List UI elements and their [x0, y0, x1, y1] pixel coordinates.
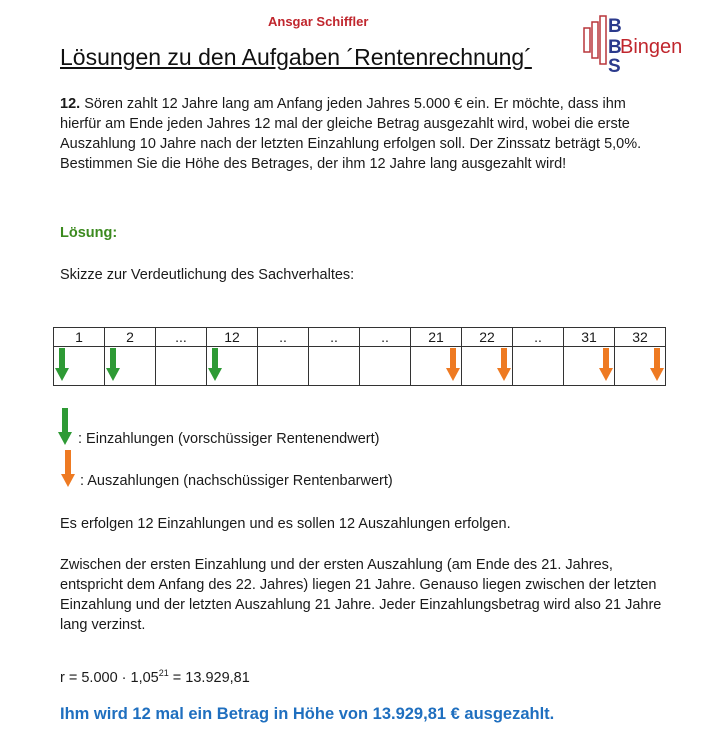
logo-graphic: [582, 14, 692, 74]
logo-letter-b2: B: [608, 37, 622, 58]
task-text: [60, 94, 650, 174]
timeline-arrow-cell: [513, 347, 564, 386]
logo-letter-b1: B: [608, 16, 622, 37]
timeline-arrow-cell: [309, 347, 360, 386]
timeline-year-cell: 2: [105, 328, 156, 347]
timeline-arrow-cell: [360, 347, 411, 386]
timeline-arrow-cell: [54, 347, 105, 386]
formula-lhs: r = 5.000 · 1,05: [60, 669, 159, 686]
timeline-arrow-row: [54, 347, 666, 386]
legend-in-label: : Einzahlungen (vorschüssiger Rentenendwert): [78, 431, 380, 447]
timeline-table: [53, 327, 666, 386]
timeline-year-cell: ..: [258, 328, 309, 347]
payout-arrow-icon: [599, 348, 613, 382]
solution-label: Lösung:: [60, 225, 118, 241]
bbs-bingen-logo: [582, 14, 692, 74]
legend-out-label: : Auszahlungen (nachschüssiger Rentenbarwert): [80, 473, 393, 489]
timeline-year-cell: 32: [615, 328, 666, 347]
timeline-year-cell: ..: [513, 328, 564, 347]
timeline-arrow-cell: [615, 347, 666, 386]
timeline-arrow-cell: [411, 347, 462, 386]
author-name: Ansgar Schiffler: [268, 14, 369, 29]
payout-arrow-icon: [650, 348, 664, 382]
timeline-year-cell: ..: [309, 328, 360, 347]
timeline-year-cell: ..: [360, 328, 411, 347]
timeline-arrow-cell: [462, 347, 513, 386]
formula-exponent: 21: [158, 668, 169, 678]
deposit-arrow-icon: [106, 348, 120, 382]
timeline-arrow-cell: [207, 347, 258, 386]
timeline-year-cell: 31: [564, 328, 615, 347]
timeline-arrow-cell: [156, 347, 207, 386]
timeline-arrow-cell: [105, 347, 156, 386]
timeline-year-cell: ...: [156, 328, 207, 347]
formula-rhs: = 13.929,81: [168, 669, 250, 686]
timeline-year-cell: 12: [207, 328, 258, 347]
formula: [60, 663, 250, 688]
timeline-year-cell: 21: [411, 328, 462, 347]
task-number: 12.: [60, 96, 81, 112]
summary-text: Es erfolgen 12 Einzahlungen und es sollen 12 Auszahlungen erfolgen.: [60, 516, 511, 532]
timeline-arrow-cell: [258, 347, 309, 386]
legend-in-arrow-icon: [58, 408, 72, 451]
timeline-year-row: [54, 328, 666, 347]
logo-letter-s: S: [608, 56, 621, 74]
deposit-arrow-icon: [55, 348, 69, 382]
payout-arrow-icon: [446, 348, 460, 382]
timeline-year-cell: 22: [462, 328, 513, 347]
explanation-text: Zwischen der ersten Einzahlung und der ersten Auszahlung (am Ende des 21. Jahres, entspricht dem Anfang des 22. Jahres) liegen 21 Jahre. Genauso liegen zwischen der letzten Einzahlung und der letzten Auszahlung 21 Jahre. Jeder Einzahlungsbetrag wird also 21 Jahre lang verzinst.: [60, 557, 662, 633]
deposit-arrow-icon: [208, 348, 222, 382]
legend-out-arrow-icon: [61, 450, 75, 493]
sketch-label: Skizze zur Verdeutlichung des Sachverhaltes:: [60, 267, 355, 283]
answer-text: Ihm wird 12 mal ein Betrag in Höhe von 13.929,81 € ausgezahlt.: [60, 705, 555, 723]
task-body: Sören zahlt 12 Jahre lang am Anfang jeden Jahres 5.000 € ein. Er möchte, dass ihm hierfür am Ende jeden Jahres 12 mal der gleiche Betrag ausgezahlt wird, wobei die erste Auszahlung 10 Jahre nach der letzten Einzahlung erfolgen soll. Der Zinssatz beträgt 5,0%. Bestimmen Sie die Höhe des Betrages, der ihm 12 Jahre lang ausgezahlt wird!: [60, 96, 642, 172]
payout-arrow-icon: [497, 348, 511, 382]
logo-text-bingen: Bingen: [620, 36, 683, 58]
timeline-arrow-cell: [564, 347, 615, 386]
timeline-year-cell: 1: [54, 328, 105, 347]
page-title: Lösungen zu den Aufgaben ´Rentenrechnung´: [60, 44, 532, 70]
